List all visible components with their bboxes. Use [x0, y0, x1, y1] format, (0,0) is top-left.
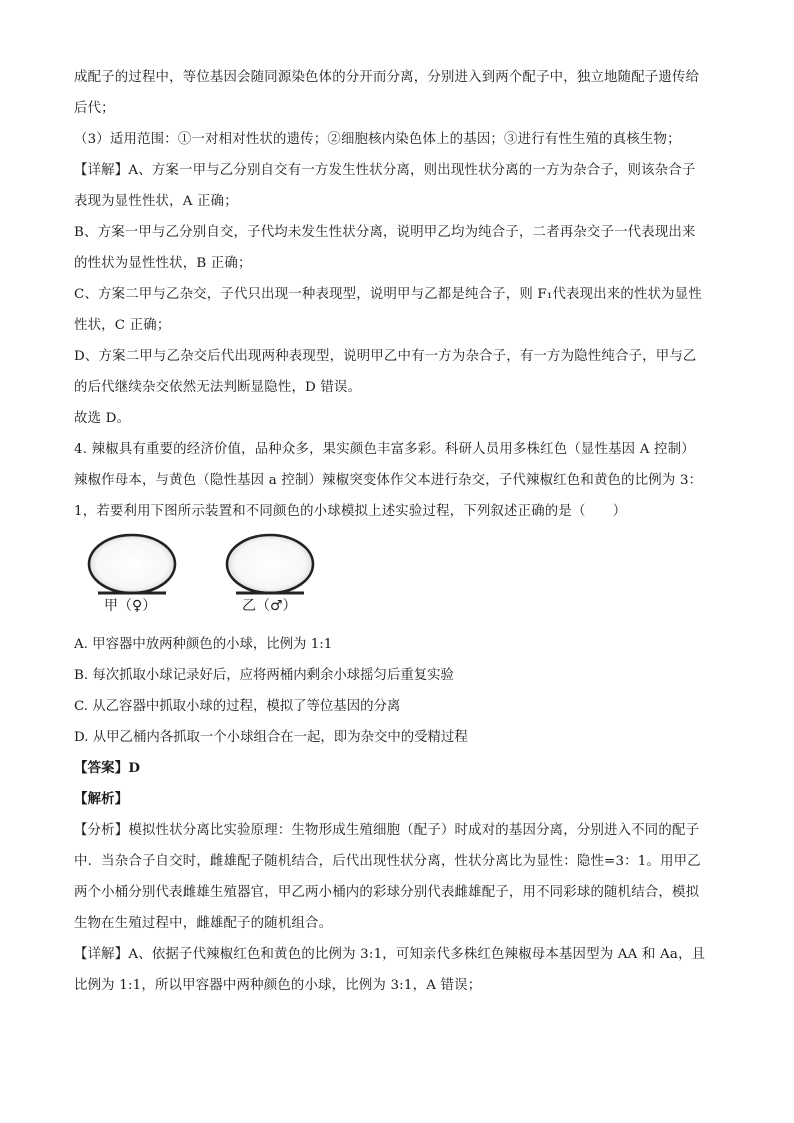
text-line: 中．当杂合子自交时，雌雄配子随机结合，后代出现性状分离，性状分离比为显性：隐性=3：1。用甲乙: [74, 854, 701, 869]
text-line: 的性状为显性性状，B 正确；: [74, 256, 252, 271]
container-jia: [89, 535, 175, 593]
text-line: B、方案一甲与乙分别自交，子代均未发生性状分离，说明甲乙均为纯合子，二者再杂交子一代表现出来: [74, 225, 696, 240]
question-stem-line: 1，若要利用下图所示装置和不同颜色的小球模拟上述实验过程，下列叙述正确的是（ ）: [74, 504, 627, 519]
analysis-heading: 【解析】: [74, 791, 129, 807]
container-figure: [74, 531, 724, 621]
container-yi: [227, 535, 313, 593]
question-stem-line: 辣椒作母本，与黄色（隐性基因 a 控制）辣椒突变体作父本进行杂交，子代辣椒红色和黄色的比例为 3：: [74, 473, 703, 488]
option-a: A. 甲容器中放两种颜色的小球，比例为 1:1: [74, 637, 333, 652]
container-jia-label: 甲（♀）: [104, 598, 157, 614]
option-d: D. 从甲乙桶内各抓取一个小球组合在一起，即为杂交中的受精过程: [74, 730, 468, 745]
text-line: 故选 D。: [74, 411, 131, 426]
text-line: 性状，C 正确；: [74, 318, 171, 333]
container-yi-label: 乙（♂）: [242, 598, 297, 614]
text-line: 后代；: [74, 101, 115, 116]
text-line: 比例为 1:1，所以甲容器中两种颜色的小球，比例为 3:1，A 错误；: [74, 978, 482, 993]
answer-line: 【答案】D: [74, 760, 141, 776]
document-page: [74, 62, 724, 1001]
option-b: B. 每次抓取小球记录好后，应将两桶内剩余小球摇匀后重复实验: [74, 668, 454, 683]
option-c: C. 从乙容器中抓取小球的过程，模拟了等位基因的分离: [74, 699, 401, 714]
text-line: 【详解】A、方案一甲与乙分别自交有一方发生性状分离，则出现性状分离的一方为杂合子，则该杂合子: [74, 163, 696, 178]
question-stem-line: 4. 辣椒具有重要的经济价值，品种众多，果实颜色丰富多彩。科研人员用多株红色（显性基因 A 控制）: [74, 442, 695, 457]
text-line: D、方案二甲与乙杂交后代出现两种表现型，说明甲乙中有一方为杂合子，有一方为隐性纯合子，甲与乙: [74, 349, 697, 364]
text-line: 的后代继续杂交依然无法判断显隐性，D 错误。: [74, 380, 362, 395]
text-line: 表现为显性性状，A 正确；: [74, 194, 238, 209]
text-line: 两个小桶分别代表雌雄生殖器官，甲乙两小桶内的彩球分别代表雌雄配子，用不同彩球的随机结合，模拟: [74, 885, 700, 900]
text-line: C、方案二甲与乙杂交，子代只出现一种表现型，说明甲与乙都是纯合子，则 F₁代表现出来的性状为显性: [74, 287, 702, 302]
text-line: 【详解】A、依据子代辣椒红色和黄色的比例为 3:1，可知亲代多株红色辣椒母本基因型为 AA 和 Aa，且: [74, 947, 706, 962]
text-line: 【分析】模拟性状分离比实验原理：生物形成生殖细胞（配子）时成对的基因分离，分别进入不同的配子: [74, 823, 700, 838]
text-line: 成配子的过程中，等位基因会随同源染色体的分开而分离，分别进入到两个配子中，独立地随配子遗传给: [74, 70, 700, 85]
text-line: （3）适用范围：①一对相对性状的遗传；②细胞核内染色体上的基因；③进行有性生殖的真核生物；: [74, 132, 681, 147]
text-line: 生物在生殖过程中，雌雄配子的随机组合。: [74, 916, 333, 931]
